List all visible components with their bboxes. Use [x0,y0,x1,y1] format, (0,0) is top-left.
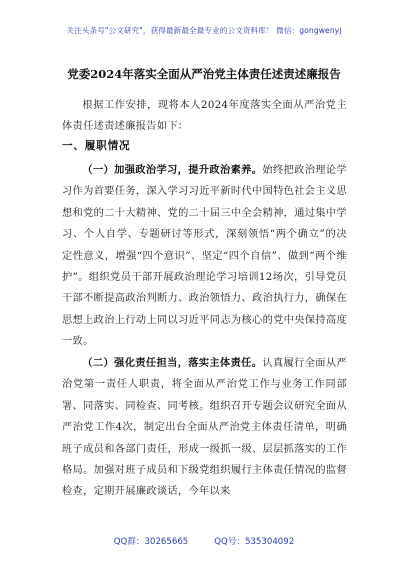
paragraph-lead: （一）加强政治学习，提升政治素养。 [82,164,263,176]
paragraph-body: 始终把政治理论学习作为首要任务，深入学习习近平新时代中国特色社会主义思想和党的二十大精神、党的二十届三中全会精神，通过集中学习、个人自学、专题研讨等形式，深刻领悟“两个确立”的决定性意义，增强“四个意识”、坚定“四个自信”、做到“两个维护”。组织党员干部开展政治理论学习培训12场次，引导党员干部不断提高政治判断力、政治领悟力、政治执行力，确保在思想上政治上行动上同以习近平同志为核心的党中央保持高度一致。 [62,165,347,348]
document-title: 党委2024年落实全面从严治党主体责任述责述廉报告 [67,67,341,81]
qq-group-number: QQ群：30265665 [113,537,189,547]
intro-paragraph: 根据工作安排，现将本人2024年度落实全面从严治党主体责任述责述廉报告如下： [62,100,347,133]
qq-number: QQ号：535304092 [214,537,295,547]
paragraph-lead: （二）强化责任担当，落实主体责任。 [82,357,263,369]
paragraph-responsibility [62,353,347,503]
section-heading: 一、履职情况 [62,140,131,152]
paragraph-political-study [62,160,347,353]
paragraph-body: 认真履行全面从严治党第一责任人职责，将全面从严治党工作与业务工作同部署、同落实、同检查、同考核。组织召开专题会议研究全面从严治党工作4次，制定出台全面从严治党主体责任清单，明确班子成员和各部门责任，形成一级抓一级、层层抓落实的工作格局。加强对班子成员和下级党组织履行主体责任情况的监督检查，定期开展廉政谈话，今年以来 [62,358,347,498]
promo-banner: 关注头条号"公文研究"，获得最新最全最专业的公文资料库！ 微信：gongwenyj [66,26,342,35]
footer-contact [0,535,408,547]
